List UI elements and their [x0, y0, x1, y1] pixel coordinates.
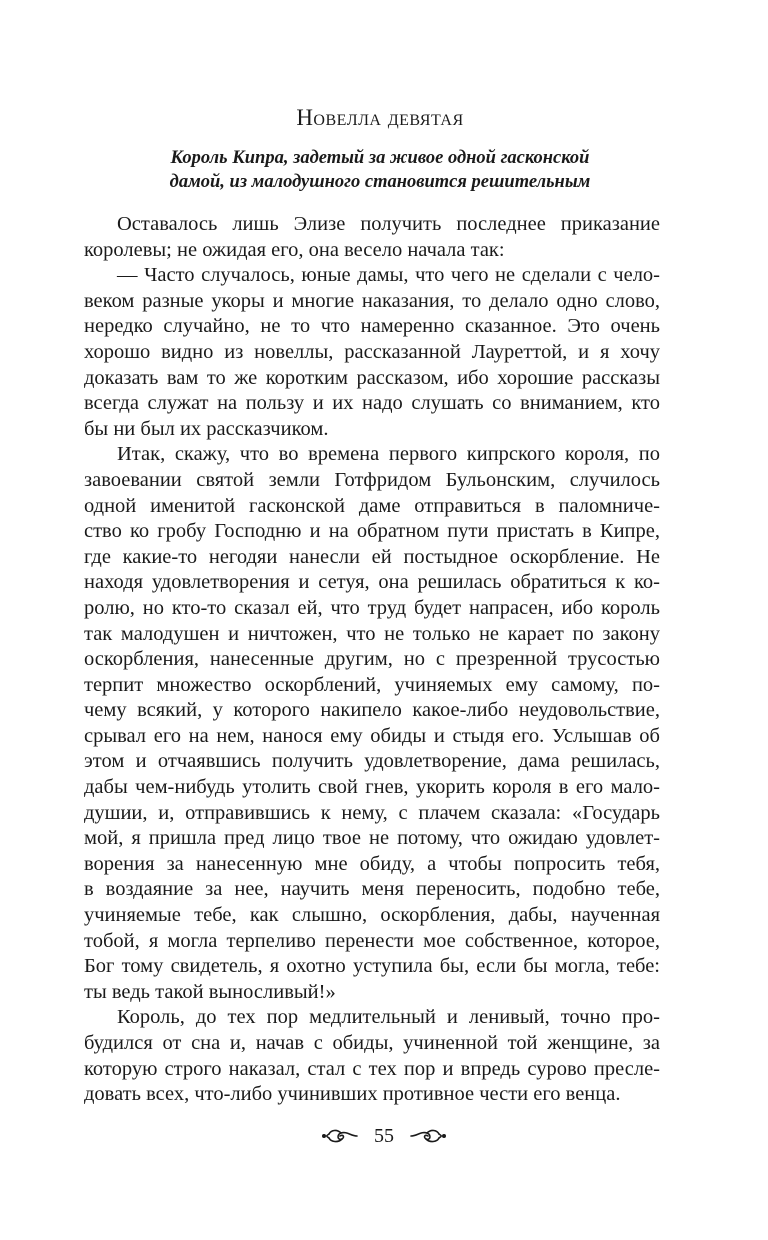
text-line: тобой, я могла терпеливо перенести мое собственное, которое,: [84, 929, 660, 952]
text-line: этом и отчаявшись получить удовлетворение, дама решилась,: [84, 750, 660, 773]
chapter-subtitle: [100, 146, 660, 194]
text-line: учиняемые тебе, как слышно, оскорбления, дабы, наученная: [84, 904, 660, 927]
text-line: оскорбления, нанесенные другим, но с презренной трусостью: [84, 648, 660, 671]
text-line: веком разные укоры и многие наказания, то делало одно слово,: [84, 289, 660, 312]
text-line: будился от сна и, начав с обиды, учиненной той женщине, за: [84, 1032, 660, 1054]
text-line: ты ведь такой выносливый!»: [84, 980, 336, 1003]
text-line: одной именитой гасконской даме отправиться в паломниче-: [84, 494, 660, 517]
text-line: срывал его на нем, нанося ему обиды и стыдя его. Услышав об: [84, 724, 660, 747]
text-line: Итак, скажу, что во времена первого кипрского короля, по: [117, 443, 660, 466]
text-line: Король, до тех пор медлительный и ленивый, точно про-: [117, 1006, 660, 1029]
text-line: — Часто случалось, юные дамы, что чего не сделали с чело-: [117, 264, 660, 287]
text-line: Бог тому свидетель, я охотно уступила бы, если бы могла, тебе:: [84, 955, 660, 978]
page-number: 55: [374, 1125, 394, 1148]
text-line: бы ни был их рассказчиком.: [84, 417, 329, 440]
subtitle-line: Король Кипра, задетый за живое одной гасконской: [170, 148, 590, 168]
text-line: терпит множество оскорблений, учиняемых ему самому, по-: [84, 673, 660, 696]
paragraph: [84, 263, 660, 442]
text-line: дабы чем-нибудь утолить свой гнев, укорить короля в его мало-: [84, 776, 660, 799]
paragraph: [84, 212, 660, 263]
text-line: ство ко гробу Господню и на обратном пути пристать в Кипре,: [84, 520, 660, 543]
text-line: так малодушен и ничтожен, что не только не карает по закону: [84, 622, 660, 645]
text-line: где какие-то негодяи нанесли ей постыдное оскорбление. Не: [84, 545, 660, 568]
text-line: довать всех, что-либо учинивших противное чести его венца.: [84, 1083, 621, 1106]
text-line: доказать вам то же коротким рассказом, ибо хорошие рассказы: [84, 366, 660, 389]
text-line: которую строго наказал, стал с тех пор и впредь сурово пресле-: [84, 1057, 660, 1080]
fleuron-right-icon: [409, 1127, 449, 1145]
paragraph: [84, 442, 660, 1005]
text-line: мой, я пришла пред лицо твое не потому, что ожидаю удовлет-: [84, 827, 660, 850]
fleuron-left-icon: [319, 1127, 359, 1145]
text-line: находя удовлетворения и сетуя, она решилась обратиться к ко-: [84, 571, 660, 594]
paragraph: [84, 1005, 660, 1107]
text-line: всегда служат на пользу и их надо слушать со вниманием, кто: [84, 392, 660, 415]
page-footer: [0, 1122, 768, 1149]
chapter-heading: Новелла девятая: [296, 105, 464, 130]
text-line: душии, и, отправившись к нему, с плачем сказала: «Государь: [84, 801, 660, 824]
text-line: нередко случайно, не то что намеренно сказанное. Это очень: [84, 315, 660, 338]
text-line: хорошо видно из новеллы, рассказанной Лауреттой, и я хочу: [84, 340, 660, 363]
text-line: королевы; не ожидая его, она весело начала так:: [84, 238, 505, 261]
text-line: Оставалось лишь Элизе получить последнее приказание: [117, 213, 660, 235]
text-line: в воздаяние за нее, научить меня переносить, подобно тебе,: [84, 878, 660, 901]
text-line: ворения за нанесенную мне обиду, а чтобы попросить тебя,: [84, 852, 660, 875]
subtitle-line: дамой, из малодушного становится решительным: [169, 172, 591, 192]
body-text: [84, 212, 660, 1108]
text-line: завоевании святой земли Готфридом Бульонским, случилось: [84, 468, 660, 491]
text-line: чему всякий, у которого накипело какое-либо неудовольствие,: [84, 699, 660, 722]
text-line: ролю, но кто-то сказал ей, что труд будет напрасен, ибо король: [84, 596, 660, 619]
